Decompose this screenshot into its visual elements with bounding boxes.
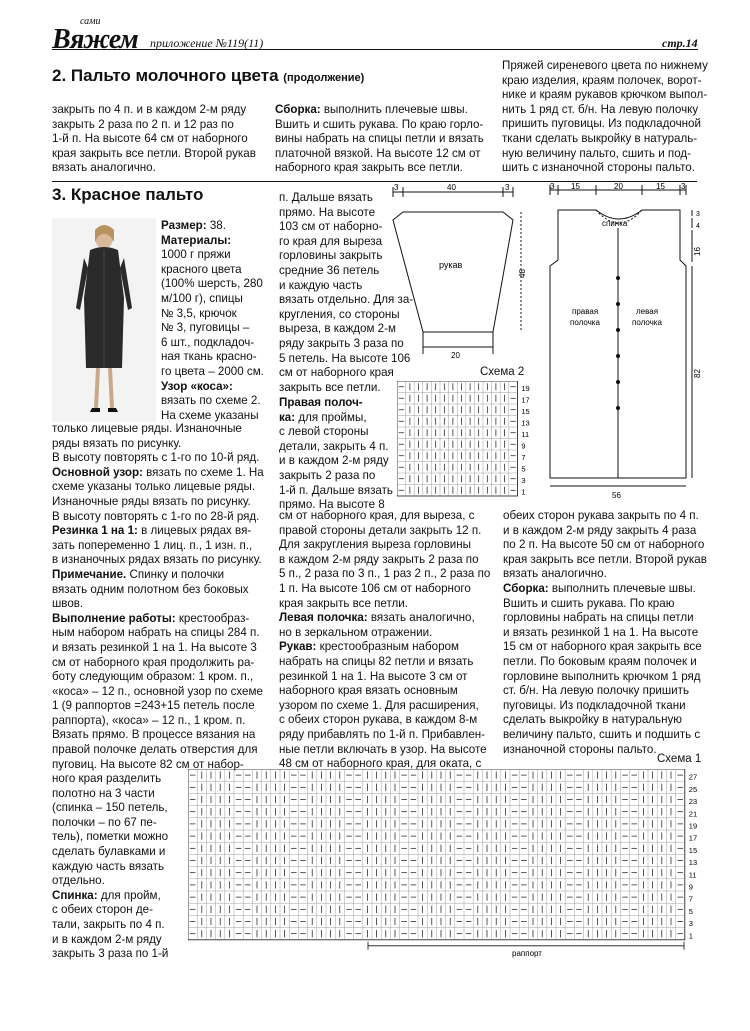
scheme1-row-label: 13	[688, 858, 698, 868]
text-line: ряду закрыть 3 раза по	[279, 336, 404, 350]
text-line: 1 (9 раппортов =243+15 петель после	[52, 699, 255, 713]
text-line: закрыть по 4 п. и в каждом 2-м ряду	[52, 103, 247, 116]
section3-col2-wide	[279, 509, 490, 772]
text-line: нике и краям рукавов крючком выпол-	[502, 88, 708, 102]
text-line: Пряжей сиреневого цвета по нижнему	[502, 59, 708, 72]
text-line: прямо. На высоте	[279, 205, 376, 219]
text-line: ряды вязать по рисунку.	[52, 436, 182, 450]
scheme1-grid	[188, 769, 718, 961]
text-line: Примечание. Спинку и полочки	[52, 567, 225, 581]
section3-col1-narrow	[52, 772, 168, 962]
body-dim-1: 3	[550, 182, 555, 191]
section2-col3	[502, 59, 708, 176]
text-line: см от наборного края	[279, 366, 394, 380]
back-label: спинка	[602, 219, 628, 228]
assembly-first-line: выполнить плечевые швы.	[320, 103, 468, 116]
text-line: 5 п., 2 раза по 3 п., 1 раз 2 п., 2 раза по	[279, 567, 491, 581]
text-line: тали, закрыть по 4 п.	[52, 917, 165, 931]
scheme2-row-label: 9	[521, 441, 526, 451]
scheme2-row-label: 13	[521, 418, 530, 428]
text-line: наборного края вязать основным	[279, 684, 458, 698]
body-side-3: 16	[693, 247, 702, 256]
text-line: с левой стороны	[279, 425, 369, 439]
text-line: см от наборного края продолжить ра-	[52, 655, 255, 669]
text-line: раппорта), «коса» – 12 п., 1 кром. п.	[52, 713, 246, 727]
body-dim-2: 15	[571, 182, 580, 191]
text-line: вязать по схеме 2.	[161, 394, 261, 408]
text-line: закрыть все петли.	[279, 380, 381, 394]
section2-col2	[275, 103, 484, 176]
text-line: см от наборного края, для выреза, с	[279, 509, 475, 522]
text-line: платочной вязкой. На высоте 12 см от	[275, 146, 481, 160]
size-value: 38.	[206, 219, 226, 232]
header-rule	[52, 49, 698, 50]
size-label: Размер:	[161, 219, 207, 232]
text-line: Изнаночные ряды вязать по рисунку.	[52, 494, 251, 508]
text-line: края закрыть все петли. Второй рукав	[52, 146, 256, 160]
text-line: наборного края закрыть все петли.	[275, 161, 463, 175]
text-line: отдельно.	[52, 874, 105, 888]
scheme1-title: Схема 1	[657, 753, 702, 765]
text-line: На схеме указаны	[161, 408, 259, 422]
materials-line: ная ткань красно-	[161, 350, 257, 364]
assembly-label: Сборка:	[275, 103, 321, 116]
materials-line: красного цвета	[161, 262, 242, 276]
text-line: вязать отдельно. Для за-	[279, 293, 414, 307]
text-line: ряду прибавлять по 1-й п. Прибавлен-	[279, 727, 486, 741]
text-line: горловины набрать на спицы петли	[503, 611, 694, 625]
text-line: пуговиц. На высоте 82 см от набор-	[52, 757, 244, 771]
text-line: Спинка: для пройм,	[52, 888, 161, 902]
text-line: Рукав: крестообразным набором	[279, 640, 459, 654]
text-line: закрыть 2 раза по	[279, 468, 376, 482]
text-line: с обеих сторон рукава, в каждом 8-м	[279, 713, 478, 727]
left-front-label-2: полочка	[632, 318, 662, 327]
text-line: правой полочке делать отверстия для	[52, 743, 258, 757]
text-line: зать попеременно 1 лиц. п., 1 изн. п.,	[52, 538, 253, 552]
body-dim-4: 15	[656, 182, 665, 191]
text-line: и каждую часть	[279, 278, 363, 292]
body-side-4: 82	[693, 369, 702, 378]
scheme2-grid	[397, 381, 542, 499]
scheme1-row-label: 15	[688, 845, 698, 855]
sleeve-height: 48	[518, 269, 527, 278]
body-diagram	[538, 182, 708, 507]
text-line: Сборка: выполнить плечевые швы.	[503, 581, 696, 595]
scheme1-row-label: 17	[688, 833, 698, 843]
scheme2-title: Схема 2	[480, 366, 525, 378]
section3-col2-mid	[279, 396, 393, 513]
model-photo	[52, 218, 156, 422]
page-number: стр.14	[662, 36, 698, 50]
scheme1-row-label: 1	[688, 931, 693, 941]
scheme2-row-label: 17	[521, 395, 530, 405]
text-line: закрыть 3 раза по 1-й	[52, 947, 169, 961]
materials-line: № 3,5, крючок	[161, 306, 237, 320]
body-side-1: 3	[696, 211, 700, 218]
text-line: 5 петель. На высоте 106	[279, 351, 411, 365]
text-line: горловины закрыть	[279, 249, 383, 263]
text-line: средние 36 петель	[279, 263, 380, 277]
scheme1-row-label: 5	[688, 906, 693, 916]
body-side-2: 4	[696, 223, 700, 230]
text-line: го края для выреза	[279, 234, 383, 248]
scheme1-row-label: 11	[688, 870, 697, 880]
text-line: правой стороны детали закрыть 12 п.	[279, 523, 482, 537]
text-line: «коса» – 12 п., основной узор по схеме	[52, 684, 263, 698]
right-front-label-1: правая	[572, 307, 599, 316]
text-line: горловине выполнить крючком 1 ряд	[503, 669, 701, 683]
right-front-label-2: полочка	[570, 318, 600, 327]
sleeve-dim-mid: 40	[447, 183, 456, 192]
text-line: кругления, со стороны	[279, 307, 400, 321]
materials-line: 1000 г пряжи	[161, 248, 231, 262]
text-line: резинкой 1 на 1. На высоте 3 см от	[279, 669, 468, 683]
scheme1-row-label: 19	[688, 821, 698, 831]
text-line: только лицевые ряды. Изнаночные	[52, 422, 242, 435]
text-line: вязать аналогично.	[503, 567, 607, 581]
text-line: 1 п. На высоте 106 см от наборного	[279, 581, 471, 595]
text-line: швов.	[52, 597, 84, 611]
text-line: шить с изнаночной стороны пальто.	[502, 161, 695, 175]
text-line: ст. б/н. На левую полочку пришить	[503, 684, 689, 698]
text-line: и вязать резинкой 1 на 1. На высоте	[503, 625, 699, 639]
text-line: сделать выкройку в натуральную	[503, 713, 682, 727]
sleeve-dim-right: 3	[505, 183, 510, 192]
text-line: по 2 п. На высоте 50 см от наборного	[503, 538, 705, 552]
body-dim-5: 3	[681, 182, 686, 191]
scheme2-row-label: 15	[521, 407, 530, 416]
materials-label: Материалы:	[161, 233, 232, 247]
scheme2-row-label: 19	[521, 384, 530, 393]
sleeve-dim-left: 3	[394, 183, 399, 192]
text-line: В высоту повторять с 1-го по 10-й ряд.	[52, 451, 260, 465]
text-line: 1-й п. Дальше вязать	[279, 483, 393, 497]
text-line: края закрыть все петли.	[279, 596, 409, 610]
text-line: краю изделия, краям полочек, ворот-	[502, 73, 702, 87]
materials-line: 6 шт., подкладоч-	[161, 335, 255, 349]
text-line: тель), пометки можно	[52, 830, 169, 844]
text-line: Вшить и сшить рукава. По краю горло-	[275, 117, 484, 131]
text-line: и в каждом 2-м ряду	[279, 454, 389, 468]
materials-line: го цвета – 2000 см.	[161, 364, 264, 378]
text-line: с обеих сторон де-	[52, 903, 153, 917]
scheme2-row-label: 3	[521, 476, 526, 485]
text-line: узором по схеме 1. Для расширения,	[279, 698, 479, 712]
text-line: 48 см от наборного края, для оката, с	[279, 757, 482, 771]
text-line: п. Дальше вязать	[279, 191, 373, 204]
scheme1-row-label: 21	[688, 809, 698, 819]
section2-col1	[52, 103, 256, 176]
text-line: сделать булавками и	[52, 844, 166, 858]
text-line: но в зеркальном отражении.	[279, 625, 433, 639]
text-line: 1-й п. На высоте 64 см от наборного	[52, 132, 248, 146]
text-line: (спинка – 150 петель,	[52, 801, 168, 815]
section2-title	[52, 66, 364, 86]
text-line: ную величину пальто, сшить и под-	[502, 146, 692, 160]
scheme1-row-label: 27	[688, 772, 698, 782]
text-line: вязать аналогично.	[52, 161, 156, 175]
scheme1-row-label: 25	[688, 784, 698, 794]
section3-col3	[503, 509, 707, 757]
text-line: каждую часть вязать	[52, 859, 165, 873]
section3-title: 3. Красное пальто	[52, 185, 204, 204]
text-line: В высоту повторять с 1-го по 28-й ряд.	[52, 509, 260, 523]
text-line: 15 см от наборного края закрыть все	[503, 640, 702, 654]
text-line: ткани сделать выкройку в натураль-	[502, 131, 698, 145]
text-line: и вязать резинкой 1 на 1. На высоте 3	[52, 640, 257, 654]
text-line: в каждом 2-м ряду закрыть 2 раза по	[279, 552, 479, 566]
text-line: обеих сторон рукава закрыть по 4 п.	[503, 509, 699, 522]
scheme1-row-label: 7	[688, 894, 693, 904]
body-dim-3: 20	[614, 182, 623, 191]
section2-title-text: 2. Пальто молочного цвета	[52, 66, 279, 85]
text-line: Резинка 1 на 1: в лицевых рядах вя-	[52, 524, 252, 538]
text-line: в изнаночных рядах вязать по рисунку.	[52, 553, 262, 567]
text-line: набрать на спицы 82 петли и вязать	[279, 654, 474, 668]
text-line: Вшить и сшить рукава. По краю	[503, 596, 675, 610]
materials-line: м/100 г), спицы	[161, 291, 243, 305]
left-front-label-1: левая	[636, 307, 659, 316]
scheme2-row-label: 1	[521, 487, 526, 497]
text-line: ного края разделить	[52, 772, 162, 785]
scheme1-row-label: 23	[688, 797, 698, 807]
scheme2-row-label: 7	[521, 453, 526, 462]
text-line: вины набрать на спицы петли и вязать	[275, 132, 484, 146]
text-line: ка: для проймы,	[279, 410, 367, 424]
text-line: Правая полоч-	[279, 396, 363, 409]
text-line: 103 см от наборно-	[279, 220, 383, 234]
text-line: схеме указаны только лицевые ряды.	[52, 480, 256, 494]
text-line: прямо. На высоте 8	[279, 498, 385, 512]
text-line: пришить пуговицы. Из подкладочной	[502, 117, 701, 131]
materials-block	[161, 219, 264, 423]
text-line: края закрыть все петли. Второй рукав	[503, 552, 707, 566]
section3-col1	[52, 422, 264, 772]
sleeve-bottom: 20	[451, 351, 460, 360]
text-line: Левая полочка: вязать аналогично,	[279, 611, 475, 625]
text-line: полочки – по 67 пе-	[52, 815, 157, 829]
text-line: выреза, в каждом 2-м	[279, 322, 396, 336]
text-line: ным набором набрать на спицы 284 п.	[52, 626, 260, 640]
text-line: боту следующим образом: 1 кром. п.,	[52, 670, 254, 684]
text-line: изнаночной стороны пальто.	[503, 742, 657, 756]
text-line: детали, закрыть 4 п.	[279, 439, 389, 453]
scheme1-row-label: 9	[688, 882, 693, 892]
section2-subtitle: (продолжение)	[283, 72, 365, 84]
kosa-label: Узор «коса»:	[161, 379, 233, 393]
scheme2-row-label: 5	[521, 464, 526, 474]
sleeve-label: рукав	[439, 260, 463, 270]
issue-label: приложение №119(11)	[150, 36, 264, 50]
text-line: петли. По боковым краям полочек и	[503, 654, 697, 668]
text-line: Для закругления выреза горловины	[279, 538, 471, 552]
materials-line: (100% шерсть, 280	[161, 277, 263, 291]
text-line: и в каждом 2-м ряду	[52, 932, 162, 946]
text-line: ные петли включать в узор. На высоте	[279, 742, 487, 756]
text-line: Выполнение работы: крестообраз-	[52, 611, 250, 625]
text-line: Вязать прямо. В процессе вязания на	[52, 728, 256, 742]
text-line: вязать одним полотном без боковых	[52, 582, 249, 596]
text-line: пуговицы. Из подкладочной ткани	[503, 698, 686, 712]
text-line: Основной узор: вязать по схеме 1. На	[52, 465, 264, 479]
materials-line: № 3, пуговицы –	[161, 321, 250, 335]
text-line: полотно на 3 части	[52, 786, 155, 800]
body-bottom: 56	[612, 491, 621, 500]
sleeve-diagram	[383, 182, 533, 372]
text-line: закрыть 2 раза по 2 п. и 12 раз по	[52, 117, 234, 131]
scheme1-row-label: 3	[688, 919, 693, 929]
text-line: величину пальто, сшить и подшить с	[503, 727, 701, 741]
logo-small-text: сами	[80, 16, 101, 27]
text-line: и в каждом 2-м ряду закрыть 4 раза	[503, 523, 697, 537]
logo-big-text: Вяжем	[52, 24, 138, 55]
text-line: нить 1 ряд ст. б/н. На левую полочку	[502, 102, 699, 116]
scheme2-row-label: 11	[521, 430, 530, 439]
rapport-label: раппорт	[512, 948, 542, 958]
